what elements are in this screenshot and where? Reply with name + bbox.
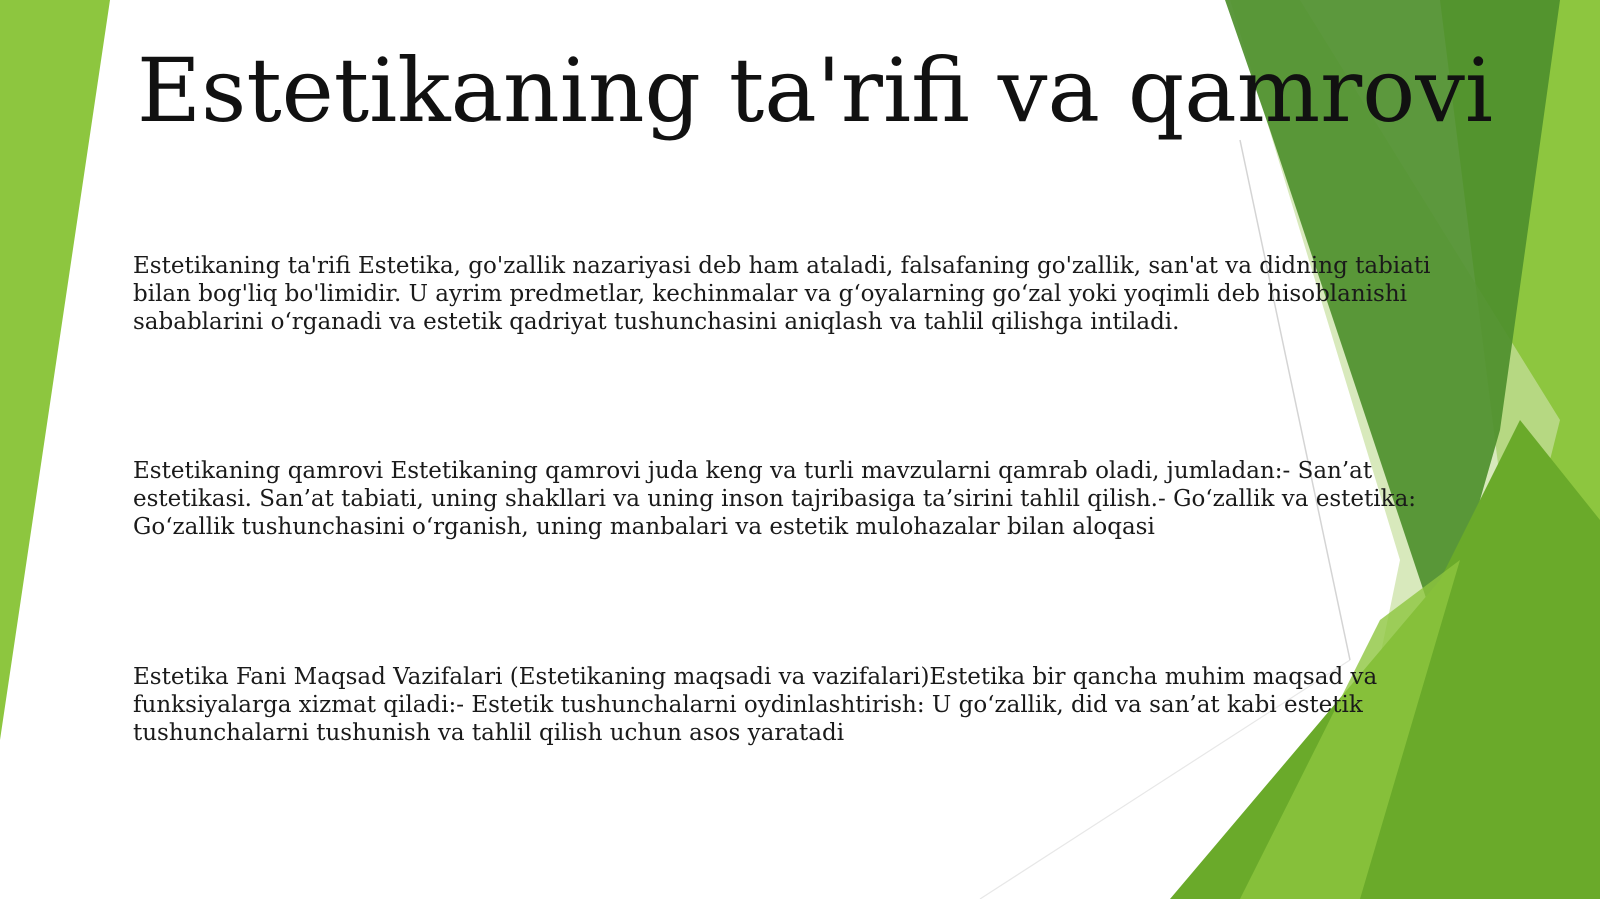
paragraph-scope: Estetikaning qamrovi Estetikaning qamrovi juda keng va turli mavzularni qamrab oladi, jumladan:- San’at estetikasi. San’at tabiati, uning shakllari va uning inson tajribasiga ta’sirini tahlil qilish.- Go‘zallik va estetika: Go‘zallik tushunchasini o‘rganish, uning manbalari va estetik mulohazalar bilan aloqasi	[133, 458, 1417, 540]
paragraph-definition: Estetikaning ta'rifi Estetika, go'zallik nazariyasi deb ham ataladi, falsafaning go'zallik, san'at va didning tabiati bilan bog'liq bo'limidir. U ayrim predmetlar, kechinmalar va g‘oyalarning go‘zal yoki yoqimli deb hisoblanishi sabablarini o‘rganadi va estetik qadriyat tushunchasini aniqlash va tahlil qilishga intiladi.	[133, 253, 1431, 335]
left-green-wedge	[0, 0, 110, 740]
paragraph-goals: Estetika Fani Maqsad Vazifalari (Estetikaning maqsadi va vazifalari)Estetika bir qancha muhim maqsad va funksiyalarga xizmat qiladi:- Estetik tushunchalarni oydinlashtirish: U go‘zallik, did va san’at kabi estetik tushunchalarni tushunish va tahlil qilish uchun asos yaratadi	[133, 664, 1378, 746]
slide-title: Estetikaning ta'rifi va qamrovi	[136, 39, 1494, 142]
